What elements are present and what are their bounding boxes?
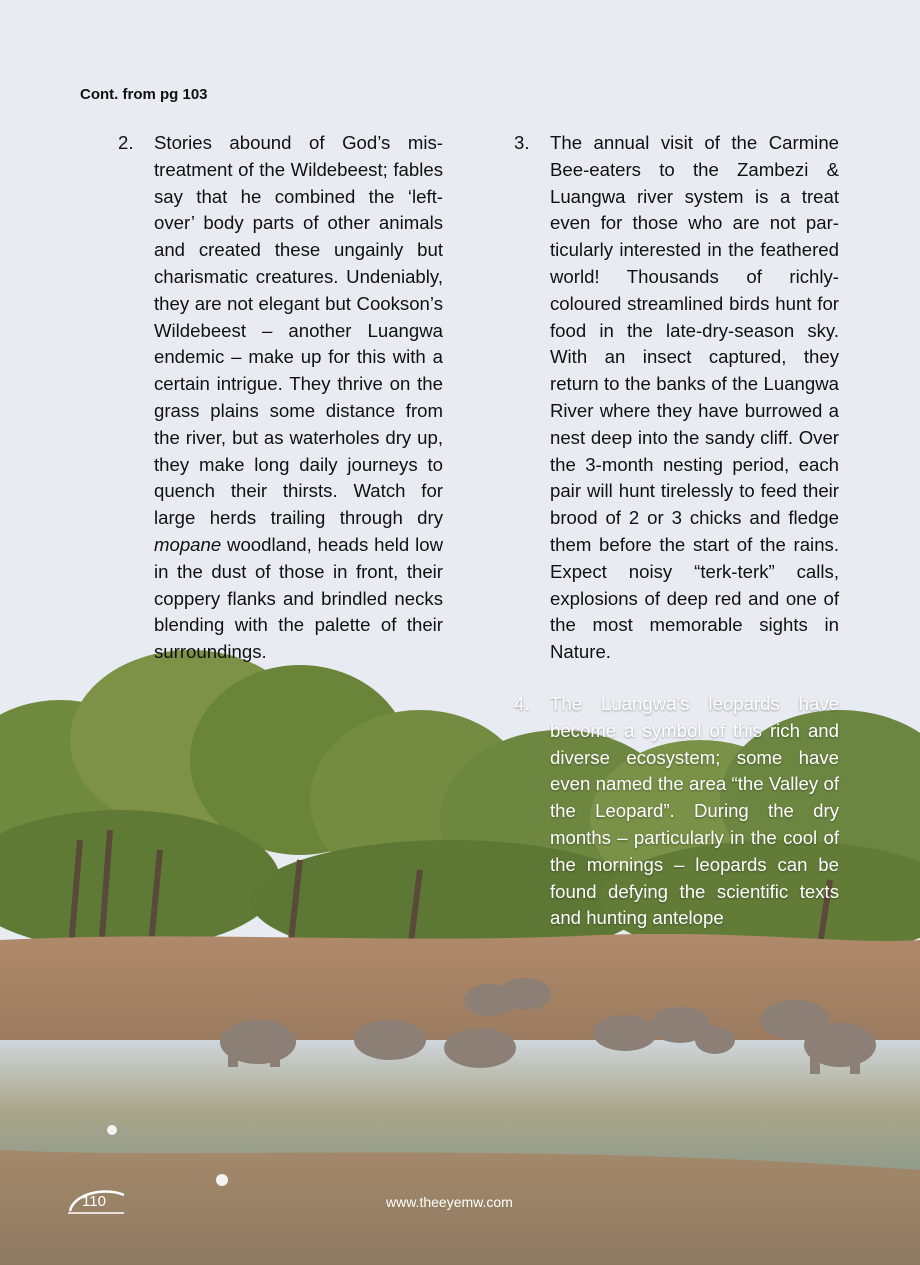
- article-column-left: [118, 130, 443, 691]
- footer-website[interactable]: www.theeyemw.com: [386, 1194, 513, 1210]
- list-item: [118, 130, 443, 666]
- item-emphasis: mopane: [154, 533, 222, 555]
- list-item: [514, 130, 839, 666]
- list-item: [514, 691, 839, 932]
- item-text: The Luangwa’s leopards have become a symbol of this rich and diverse ecosystem; some have even named the area “the Valley of the Leopard”. During the dry months – particularly in the cool of the mornings – leopards can be found defying the scientific texts and hunting antelope: [550, 692, 839, 929]
- item-number: 3.: [514, 132, 530, 153]
- item-number: 4.: [514, 692, 530, 714]
- item-text: Stories abound of God’s mistreatment of the Wildebeest; fables say that he combined the ‘left-over’ body parts of other animals and created these ungainly but charismatic creatures. Undeniably, they are not elegant but Cookson’s Wildebeest – another Luangwa endemic – make up for this with a certain intrigue. They thrive on the grass plains some distance from the river, but as waterholes dry up, they make long daily journeys to quench their thirsts. Watch for large herds trailing through dry mopane woodland, heads held low in the dust of those in front, their coppery flanks and brindled necks blending with the palette of their surroundings.: [154, 132, 443, 663]
- continued-from-note: Cont. from pg 103: [80, 86, 208, 103]
- item-text: The annual visit of the Carmine Bee-eaters to the Zambezi & Luangwa river system is a treat even for those who are not particularly interested in the feathered world! Thousands of richly-coloured streamlined birds hunt for food in the late-dry-season sky. With an insect captured, they return to the banks of the Luangwa River where they have burrowed a nest deep into the sandy cliff. Over the 3-month nesting period, each pair will hunt tirelessly to feed their brood of 2 or 3 chicks and fledge them before the start of the rains. Expect noisy “terk-terk” calls, explosions of deep red and one of the most memorable sights in Nature.: [550, 132, 839, 663]
- page-number: 110: [82, 1193, 106, 1210]
- article-column-right: [514, 130, 839, 957]
- item-number: 2.: [118, 132, 134, 153]
